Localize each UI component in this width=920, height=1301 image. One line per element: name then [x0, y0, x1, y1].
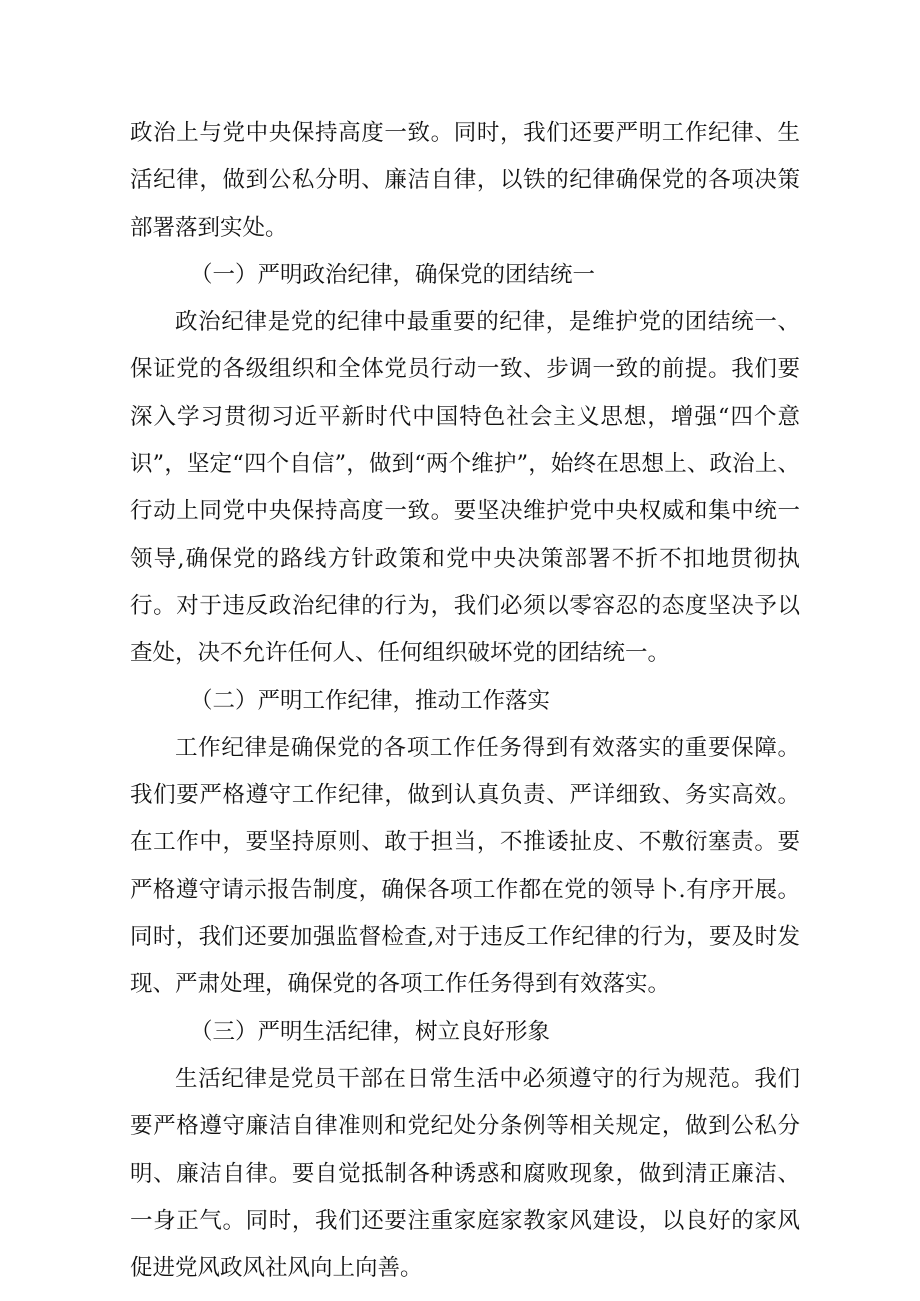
paragraph-political-discipline: 政治纪律是党的纪律中最重要的纪律，是维护党的团结统一、保证党的各级组织和全体党员行动一致、步调一致的前提。我们要深入学习贯彻习近平新时代中国特色社会主义思想，增强“四个意识”，坚定“四个自信”，做到“两个维护”，始终在思想上、政治上、行动上同党中央保持高度一致。要坚决维护党中央权威和集中统一领导,确保党的路线方针政策和党中央决策部署不折不扣地贯彻执行。对于违反政治纪律的行为，我们必须以零容忍的态度坚决予以查处，决不允许任何人、任何组织破坏党的团结统一。: [130, 309, 800, 667]
paragraph-continuation: 政治上与党中央保持高度一致。同时，我们还要严明工作纪律、生活纪律，做到公私分明、廉洁自律，以铁的纪律确保党的各项决策部署落到实处。: [130, 120, 800, 241]
section-heading-life-discipline: （三）严明生活纪律，树立良好形象: [190, 1018, 551, 1045]
paragraph-work-discipline: 工作纪律是确保党的各项工作任务得到有效落实的重要保障。我们要严格遵守工作纪律，做到认真负责、严详细致、务实高效。在工作中，要坚持原则、敢于担当，不推诿扯皮、不敷衍塞责。要严格遵守请示报告制度，确保各项工作都在党的领导卜.有序开展。同时，我们还要加强监督检查,对于违反工作纪律的行为，要及时发现、严肃处理，确保党的各项工作任务得到有效落实。: [130, 734, 800, 998]
section-heading-political-discipline: （一）严明政治纪律，确保党的团结统一: [190, 261, 596, 288]
section-heading-work-discipline: （二）严明工作纪律，推动工作落实: [190, 687, 551, 714]
paragraph-life-discipline: 生活纪律是党员干部在日常生活中必须遵守的行为规范。我们要严格遵守廉洁自律准则和党纪处分条例等相关规定，做到公私分明、廉洁自律。要自觉抵制各种诱惑和腐败现象，做到清正廉洁、一身正气。同时，我们还要注重家庭家教家风建设，以良好的家风促进党风政风社风向上向善。: [130, 1065, 800, 1282]
document-body: [130, 110, 800, 1292]
